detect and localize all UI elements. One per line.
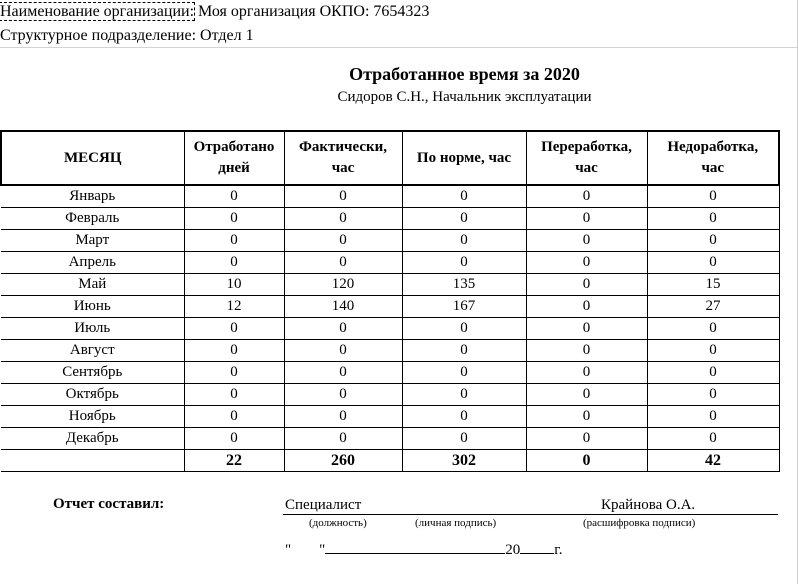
compiled-by-label: Отчет составил: [53, 496, 165, 512]
overtime-cell[interactable]: 0 [526, 185, 647, 208]
signature-underline [283, 514, 778, 515]
overtime-cell[interactable]: 0 [526, 318, 647, 340]
totals-row [1, 450, 779, 472]
table-row [1, 362, 779, 384]
overtime-cell[interactable]: 0 [526, 428, 647, 450]
total-undertime-cell[interactable]: 42 [647, 450, 779, 472]
month-cell[interactable]: Март [1, 230, 184, 252]
overtime-cell[interactable]: 0 [526, 274, 647, 296]
actual-hours-cell[interactable]: 0 [284, 252, 402, 274]
month-cell[interactable]: Январь [1, 185, 184, 208]
undertime-cell[interactable]: 0 [647, 428, 779, 450]
month-cell[interactable]: Октябрь [1, 384, 184, 406]
month-blank [325, 539, 505, 554]
header-undertime: Недоработка, час [647, 131, 779, 185]
worked-days-cell[interactable]: 12 [184, 296, 284, 318]
norm-hours-cell[interactable]: 0 [402, 340, 526, 362]
worked-days-cell[interactable]: 0 [184, 252, 284, 274]
month-cell[interactable]: Май [1, 274, 184, 296]
month-cell[interactable]: Июнь [1, 296, 184, 318]
position-value[interactable]: Специалист [285, 497, 362, 513]
worked-days-cell[interactable]: 0 [184, 318, 284, 340]
table-row [1, 340, 779, 362]
header-month: МЕСЯЦ [1, 131, 184, 185]
actual-hours-cell[interactable]: 0 [284, 384, 402, 406]
norm-hours-cell[interactable]: 0 [402, 428, 526, 450]
table-row [1, 384, 779, 406]
report-subtitle: Сидоров С.Н., Начальник эксплуатации [337, 89, 592, 105]
norm-hours-cell[interactable]: 0 [402, 406, 526, 428]
worked-days-cell[interactable]: 0 [184, 208, 284, 230]
header-overtime: Переработка, час [526, 131, 647, 185]
table-header-row [1, 131, 779, 185]
undertime-cell[interactable]: 0 [647, 384, 779, 406]
actual-hours-cell[interactable]: 0 [284, 406, 402, 428]
department-line: Структурное подразделение: Отдел 1 [0, 27, 254, 44]
organization-line [0, 3, 429, 21]
norm-hours-cell[interactable]: 0 [402, 384, 526, 406]
undertime-cell[interactable]: 0 [647, 406, 779, 428]
signer-name[interactable]: Крайнова О.А. [601, 497, 696, 513]
worked-days-cell[interactable]: 0 [184, 384, 284, 406]
table-row [1, 208, 779, 230]
month-cell[interactable]: Сентябрь [1, 362, 184, 384]
worked-days-cell[interactable]: 10 [184, 274, 284, 296]
year-prefix: 20 [505, 542, 521, 558]
actual-hours-cell[interactable]: 0 [284, 185, 402, 208]
totals-label-cell[interactable] [1, 450, 184, 472]
table-row [1, 296, 779, 318]
norm-hours-cell[interactable]: 0 [402, 252, 526, 274]
actual-hours-cell[interactable]: 0 [284, 318, 402, 340]
header-actual-hours: Фактически, час [284, 131, 402, 185]
table-body [1, 185, 779, 472]
overtime-cell[interactable]: 0 [526, 406, 647, 428]
table-row [1, 406, 779, 428]
date-line[interactable] [285, 539, 562, 559]
undertime-cell[interactable]: 0 [647, 362, 779, 384]
worked-days-cell[interactable]: 0 [184, 185, 284, 208]
norm-hours-cell[interactable]: 0 [402, 185, 526, 208]
month-cell[interactable]: Ноябрь [1, 406, 184, 428]
total-overtime-cell[interactable]: 0 [526, 450, 647, 472]
undertime-cell[interactable]: 0 [647, 208, 779, 230]
actual-hours-cell[interactable]: 120 [284, 274, 402, 296]
table-row [1, 428, 779, 450]
overtime-cell[interactable]: 0 [526, 296, 647, 318]
worked-days-cell[interactable]: 0 [184, 428, 284, 450]
actual-hours-cell[interactable]: 0 [284, 208, 402, 230]
norm-hours-cell[interactable]: 135 [402, 274, 526, 296]
table-row [1, 318, 779, 340]
undertime-cell[interactable]: 15 [647, 274, 779, 296]
year-suffix: г. [554, 542, 563, 558]
month-cell[interactable]: Август [1, 340, 184, 362]
norm-hours-cell[interactable]: 0 [402, 362, 526, 384]
report-title: Отработанное время за 2020 [349, 64, 580, 84]
worked-days-cell[interactable]: 0 [184, 406, 284, 428]
actual-hours-cell[interactable]: 140 [284, 296, 402, 318]
actual-hours-cell[interactable]: 0 [284, 230, 402, 252]
worked-days-cell[interactable]: 0 [184, 362, 284, 384]
norm-hours-cell[interactable]: 0 [402, 318, 526, 340]
table-row [1, 252, 779, 274]
undertime-cell[interactable]: 0 [647, 185, 779, 208]
overtime-cell[interactable]: 0 [526, 384, 647, 406]
worked-time-table [0, 130, 780, 472]
month-cell[interactable]: Апрель [1, 252, 184, 274]
overtime-cell[interactable]: 0 [526, 362, 647, 384]
total-actual-hours-cell[interactable]: 260 [284, 450, 402, 472]
day-blank [291, 540, 319, 554]
worked-days-cell[interactable]: 0 [184, 340, 284, 362]
actual-hours-cell[interactable]: 0 [284, 428, 402, 450]
month-cell[interactable]: Декабрь [1, 428, 184, 450]
actual-hours-cell[interactable]: 0 [284, 340, 402, 362]
date-open-quote: " [285, 542, 292, 558]
table-row [1, 185, 779, 208]
caption-position: (должность) [309, 517, 367, 529]
undertime-cell[interactable]: 0 [647, 318, 779, 340]
month-cell[interactable]: Июль [1, 318, 184, 340]
overtime-cell[interactable]: 0 [526, 252, 647, 274]
caption-signature: (личная подпись) [415, 517, 497, 529]
overtime-cell[interactable]: 0 [526, 340, 647, 362]
header-norm-hours: По норме, час [402, 131, 526, 185]
table-row [1, 274, 779, 296]
month-cell[interactable]: Февраль [1, 208, 184, 230]
actual-hours-cell[interactable]: 0 [284, 362, 402, 384]
header-worked-days: Отработано дней [184, 131, 284, 185]
undertime-cell[interactable]: 0 [647, 230, 779, 252]
date-close-quote: " [319, 542, 326, 558]
caption-decoding: (расшифровка подписи) [583, 517, 696, 529]
undertime-cell[interactable]: 0 [647, 340, 779, 362]
undertime-cell[interactable]: 0 [647, 252, 779, 274]
norm-hours-cell[interactable]: 0 [402, 208, 526, 230]
organization-value: Моя организация ОКПО: 7654323 [194, 3, 430, 20]
total-worked-days-cell[interactable]: 22 [184, 450, 284, 472]
organization-label[interactable]: Наименование организации: [0, 3, 195, 20]
year-blank [520, 539, 554, 554]
worked-days-cell[interactable]: 0 [184, 230, 284, 252]
table-row [1, 230, 779, 252]
norm-hours-cell[interactable]: 167 [402, 296, 526, 318]
norm-hours-cell[interactable]: 0 [402, 230, 526, 252]
overtime-cell[interactable]: 0 [526, 208, 647, 230]
sheet-gridline [0, 47, 798, 48]
overtime-cell[interactable]: 0 [526, 230, 647, 252]
undertime-cell[interactable]: 27 [647, 296, 779, 318]
total-norm-hours-cell[interactable]: 302 [402, 450, 526, 472]
